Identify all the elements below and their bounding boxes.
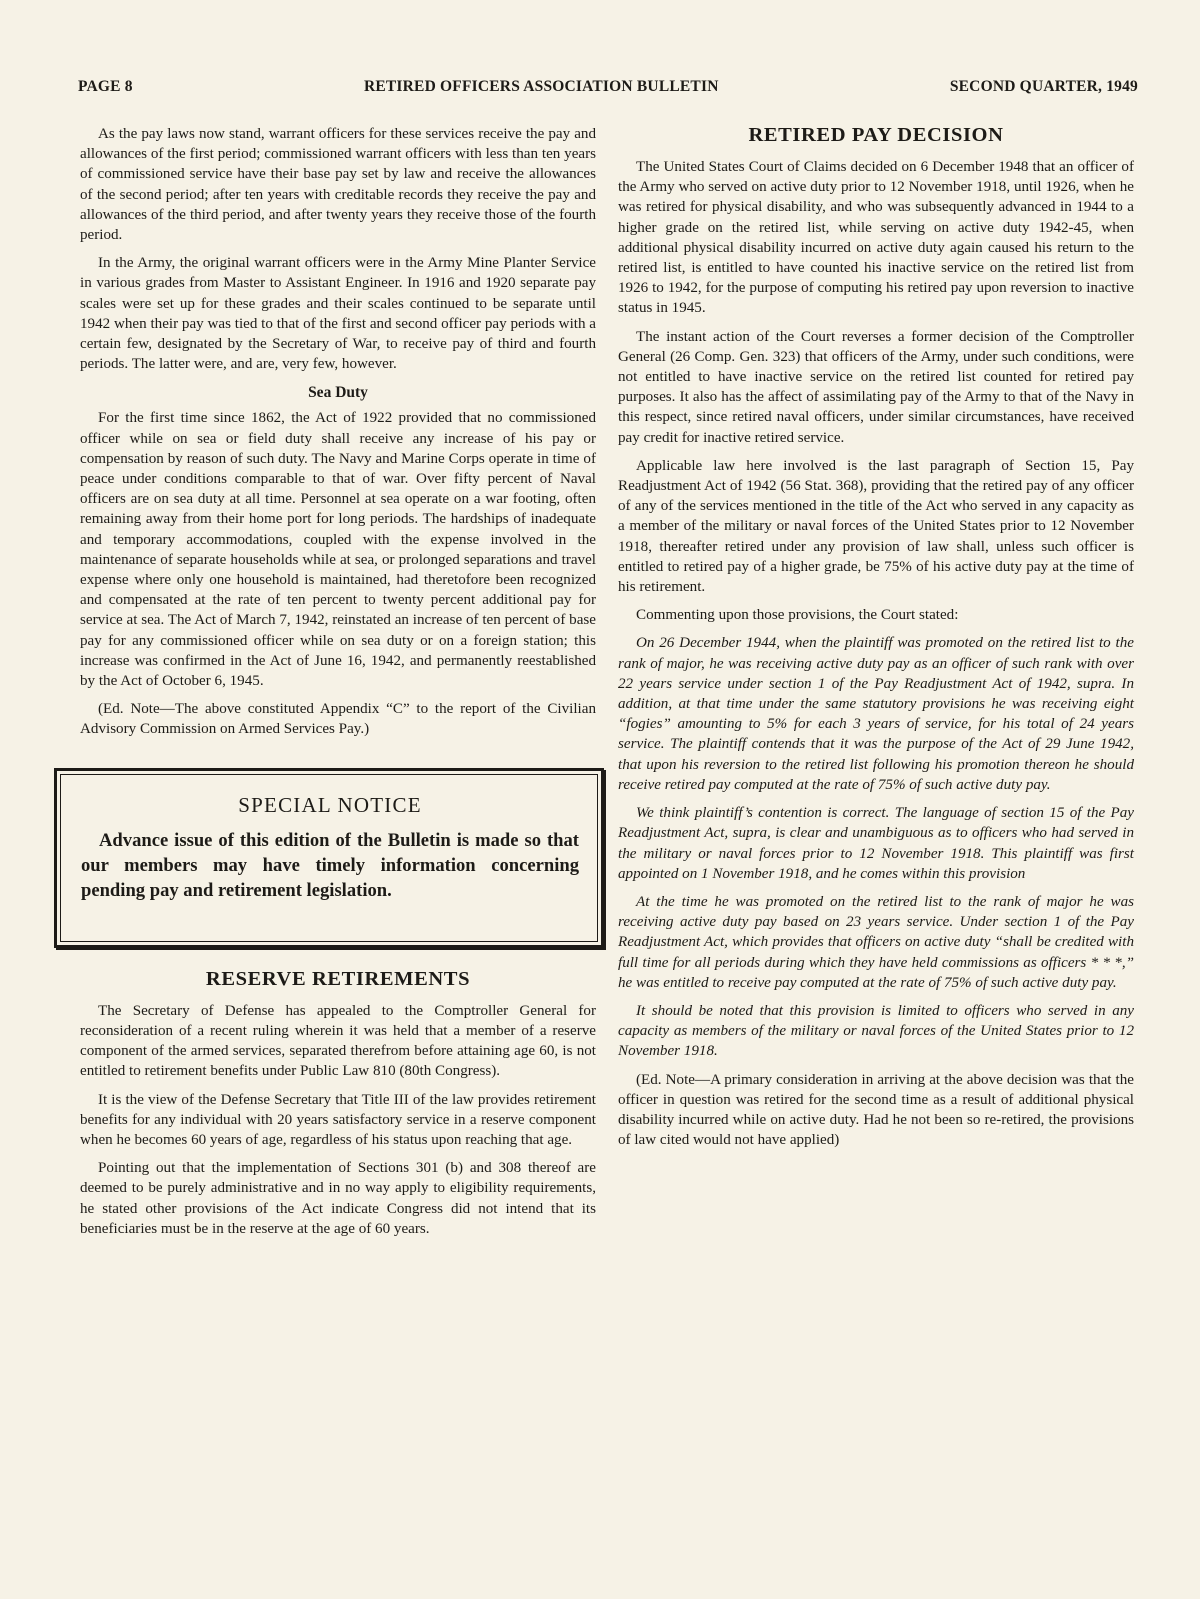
editor-note: (Ed. Note—The above constituted Appendix “C” to the report of the Civilian Advisory Commission on Armed Services Pay.) xyxy=(80,701,596,738)
right-column xyxy=(618,124,1134,1158)
paragraph: Pointing out that the implementation of Sections 301 (b) and 308 thereof are deemed to be purely administrative and in no way apply to eligibility requirements, he stated other provisions of the Act indicate Congress did not intend that its beneficiaries must be in the reserve at the age of 60 years. xyxy=(80,1160,596,1237)
paragraph: Commenting upon those provisions, the Court stated: xyxy=(636,607,959,624)
special-notice-text: Advance issue of this edition of the Bulletin is made so that our members may have timely information concerning pending pay and retirement legislation. xyxy=(81,829,579,901)
page-number: PAGE 8 xyxy=(78,78,133,95)
paragraph: The Secretary of Defense has appealed to the Comptroller General for reconsideration of a recent ruling wherein it was held that a member of a reserve component of the armed services, separated therefrom before attaining age 60, is not entitled to retirement benefits under Public Law 810 (80th Congress). xyxy=(80,1002,596,1080)
article-title-reserve-retirements: RESERVE RETIREMENTS xyxy=(205,967,471,990)
court-quote: It should be noted that this provision is limited to officers who served in any capacity as members of the military or naval forces of the United States prior to 12 November 1918. xyxy=(618,1002,1134,1060)
court-quote: We think plaintiff’s contention is correct. The language of section 15 of the Pay Readjustment Act, supra, is clear and unambiguous as to officers who had served in the military or naval forces prior to 12 November 1918. This plaintiff was first appointed on 1 November 1918, and he comes within this provision xyxy=(618,805,1134,882)
court-quote: At the time he was promoted on the retired list to the rank of major he was receiving active duty pay based on 23 years service. Under section 1 of the Pay Readjustment Act, which provides that officers on active duty “shall be credited with full time for all periods during which they have held commissions as officers * * *,” he was entitled to receive pay computed at the rate of 75% of such active duty pay. xyxy=(618,893,1134,991)
publication-title: RETIRED OFFICERS ASSOCIATION BULLETIN xyxy=(363,78,719,95)
paragraph: The instant action of the Court reverses a former decision of the Comptroller General (26 Comp. Gen. 323) that officers of the Army, under such conditions, were not entitled to have inactive service on the retired list counted for retired pay purposes. It also has the affect of assimilating pay of the Army to that of the Navy in this respect, since retired naval officers, under similar circumstances, have received pay credit for inactive retired service. xyxy=(618,328,1134,446)
section-heading-sea-duty: Sea Duty xyxy=(308,384,368,402)
paragraph: In the Army, the original warrant officers were in the Army Mine Planter Service in various grades from Master to Assistant Engineer. In 1916 and 1920 separate pay scales were set up for these grades and their scales continued to be separate until 1942 when their pay was tied to that of the first and second officer pay periods with a certain few, designated by the Secretary of War, to receive pay of third and fourth periods. The latter were, and are, very few, however. xyxy=(80,255,596,373)
issue-date: SECOND QUARTER, 1949 xyxy=(949,78,1138,95)
article-title-retired-pay-decision: RETIRED PAY DECISION xyxy=(748,124,1004,146)
court-quote: On 26 December 1944, when the plaintiff was promoted on the retired list to the rank of major, he was receiving active duty pay as an officer of such rank with over 22 years service under section 1 of the Pay Readjustment Act of 1942, supra. In addition, at that time under the same statutory provisions he was receiving eight “fogies” amounting to 5% for each 3 years of service, for his total of 24 years service. The plaintiff contends that it was the purpose of the Act of 29 June 1942, that upon his reversion to the retired list following his promotion thereon he should receive retired pay computed at the rate of 75% of such active duty pay. xyxy=(618,635,1134,793)
editor-note: (Ed. Note—A primary consideration in arriving at the above decision was that the officer in question was retired for the second time as a result of additional physical disability incurred while on active duty. Had he not been so re-retired, the provisions of law cited would not have applied) xyxy=(618,1071,1134,1149)
special-notice-box xyxy=(54,768,604,948)
paragraph: Applicable law here involved is the last paragraph of Section 15, Pay Readjustment Act of 1942 (56 Stat. 368), providing that the retired pay of any officer of any of the services mentioned in the title of the Act who served in any capacity as a member of the military or naval forces of the United States prior to 12 November 1918, thereafter retired under any provision of law shall, unless such officer is entitled to retired pay of a higher grade, be 75% of his active duty pay at the time of his retirement. xyxy=(618,457,1134,596)
left-column xyxy=(80,124,596,1247)
page-header xyxy=(78,78,1138,96)
paragraph: For the first time since 1862, the Act of 1922 provided that no commissioned officer while on sea or field duty shall receive any increase of his pay or compensation by reason of such duty. The Navy and Marine Corps operate in time of peace under conditions comparable to that of war. Over fifty percent of Naval officers are on sea duty at all time. Personnel at sea operate on a war footing, often remaining away from their home port for long periods. The hardships of inadequate and temporary accommodations, coupled with the expense involved in the maintenance of separate households while at sea, or prolonged separations and travel expense where only one household is maintained, had theretofore been recognized and compensated at the rate of ten percent to twenty percent additional pay for service at sea. The Act of March 7, 1942, reinstated an increase of ten percent of base pay for any commissioned officer while on sea duty or on a foreign station; this increase was confirmed in the Act of June 16, 1942, and permanently reestablished by the Act of October 6, 1945. xyxy=(80,410,596,690)
special-notice-inner xyxy=(60,774,598,942)
paragraph: The United States Court of Claims decided on 6 December 1948 that an officer of the Army who served on active duty prior to 12 November 1918, until 1926, when he was retired for physical disability, and who was subsequently advanced in 1944 to a higher grade on the retired list, while serving on active duty 1942-45, when additional physical disability incurred on active duty again caused his return to the retired list, is entitled to have counted his inactive service on the retired list from 1926 to 1942, for the purpose of computing his retired pay upon reversion to inactive status in 1945. xyxy=(618,159,1134,317)
special-notice-title: SPECIAL NOTICE xyxy=(238,792,422,817)
paragraph: It is the view of the Defense Secretary that Title III of the law provides retirement benefits for any individual with 20 years satisfactory service in a reserve component when he becomes 60 years of age, regardless of his status upon reaching that age. xyxy=(80,1091,596,1148)
paragraph: As the pay laws now stand, warrant officers for these services receive the pay and allowances of the first period; commissioned warrant officers with less than ten years of commissioned service have their base pay set by law and receive the allowances of the second period; after ten years with creditable records they receive the pay and allowances of the third period, and after twenty years they receive those of the fourth period. xyxy=(80,126,596,244)
